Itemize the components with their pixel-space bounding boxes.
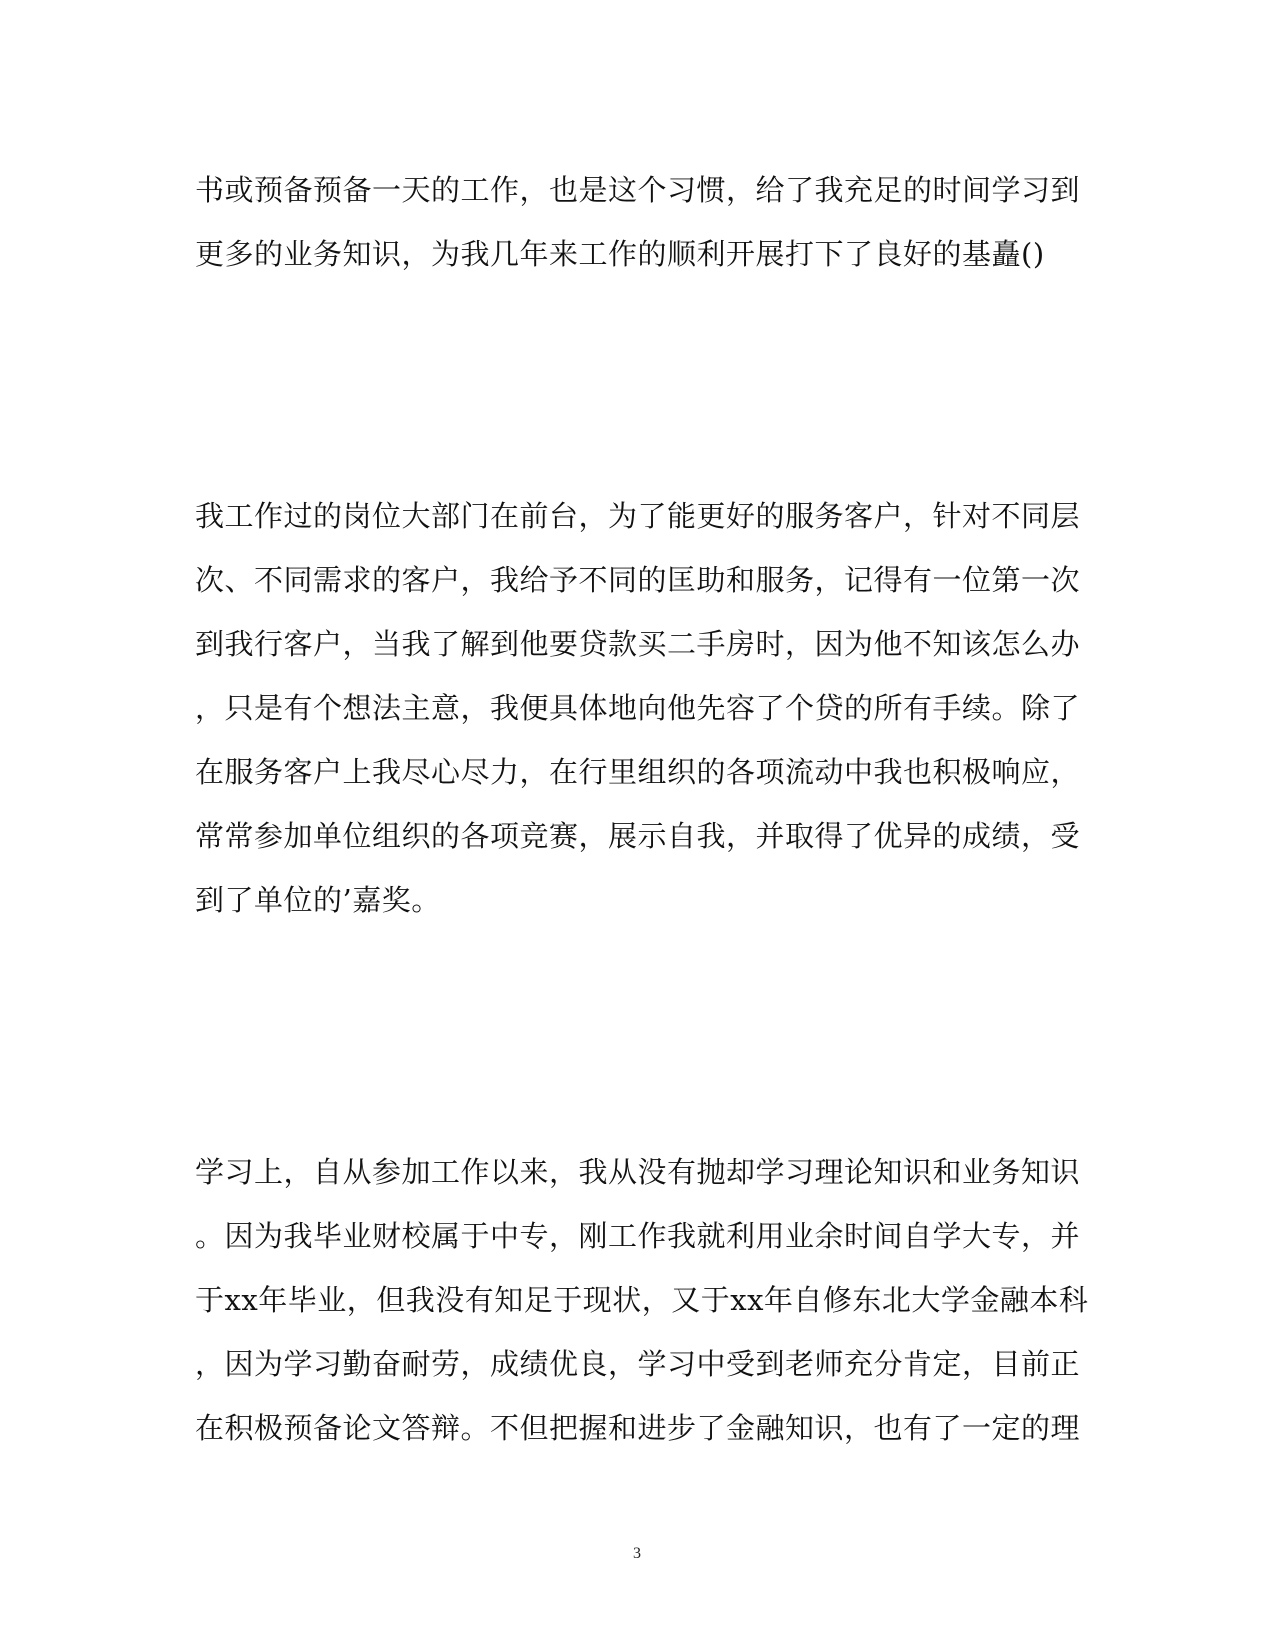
text-line: 在积极预备论文答辩。不但把握和进步了金融知识，也有了一定的理 <box>195 1411 1081 1445</box>
text-line: 于xx年毕业，但我没有知足于现状，又于xx年自修东北大学金融本科 <box>195 1283 1089 1317</box>
paragraph-3 <box>195 1140 1089 1460</box>
text-line: 次、不同需求的客户，我给予不同的匡助和服务，记得有一位第一次 <box>195 563 1081 597</box>
paragraph-1 <box>195 158 1081 286</box>
paragraph-2 <box>195 484 1081 932</box>
text-line: 到我行客户，当我了解到他要贷款买二手房时，因为他不知该怎么办 <box>195 627 1081 661</box>
text-line: 。因为我毕业财校属于中专，刚工作我就利用业余时间自学大专，并 <box>195 1219 1081 1253</box>
text-line: 更多的业务知识，为我几年来工作的顺利开展打下了良好的基矗() <box>195 237 1045 271</box>
text-line: 书或预备预备一天的工作，也是这个习惯，给了我充足的时间学习到 <box>195 173 1081 207</box>
text-line: 到了单位的’嘉奖。 <box>195 883 441 917</box>
page-number: 3 <box>633 1545 641 1562</box>
text-line: ，因为学习勤奋耐劳，成绩优良，学习中受到老师充分肯定，目前正 <box>195 1347 1081 1381</box>
text-line: 常常参加单位组织的各项竞赛，展示自我，并取得了优异的成绩，受 <box>195 819 1081 853</box>
text-line: ，只是有个想法主意，我便具体地向他先容了个贷的所有手续。除了 <box>195 691 1081 725</box>
text-line: 在服务客户上我尽心尽力，在行里组织的各项流动中我也积极响应， <box>195 755 1081 789</box>
text-line: 我工作过的岗位大部门在前台，为了能更好的服务客户，针对不同层 <box>195 499 1081 533</box>
text-line: 学习上，自从参加工作以来，我从没有抛却学习理论知识和业务知识 <box>195 1155 1081 1189</box>
